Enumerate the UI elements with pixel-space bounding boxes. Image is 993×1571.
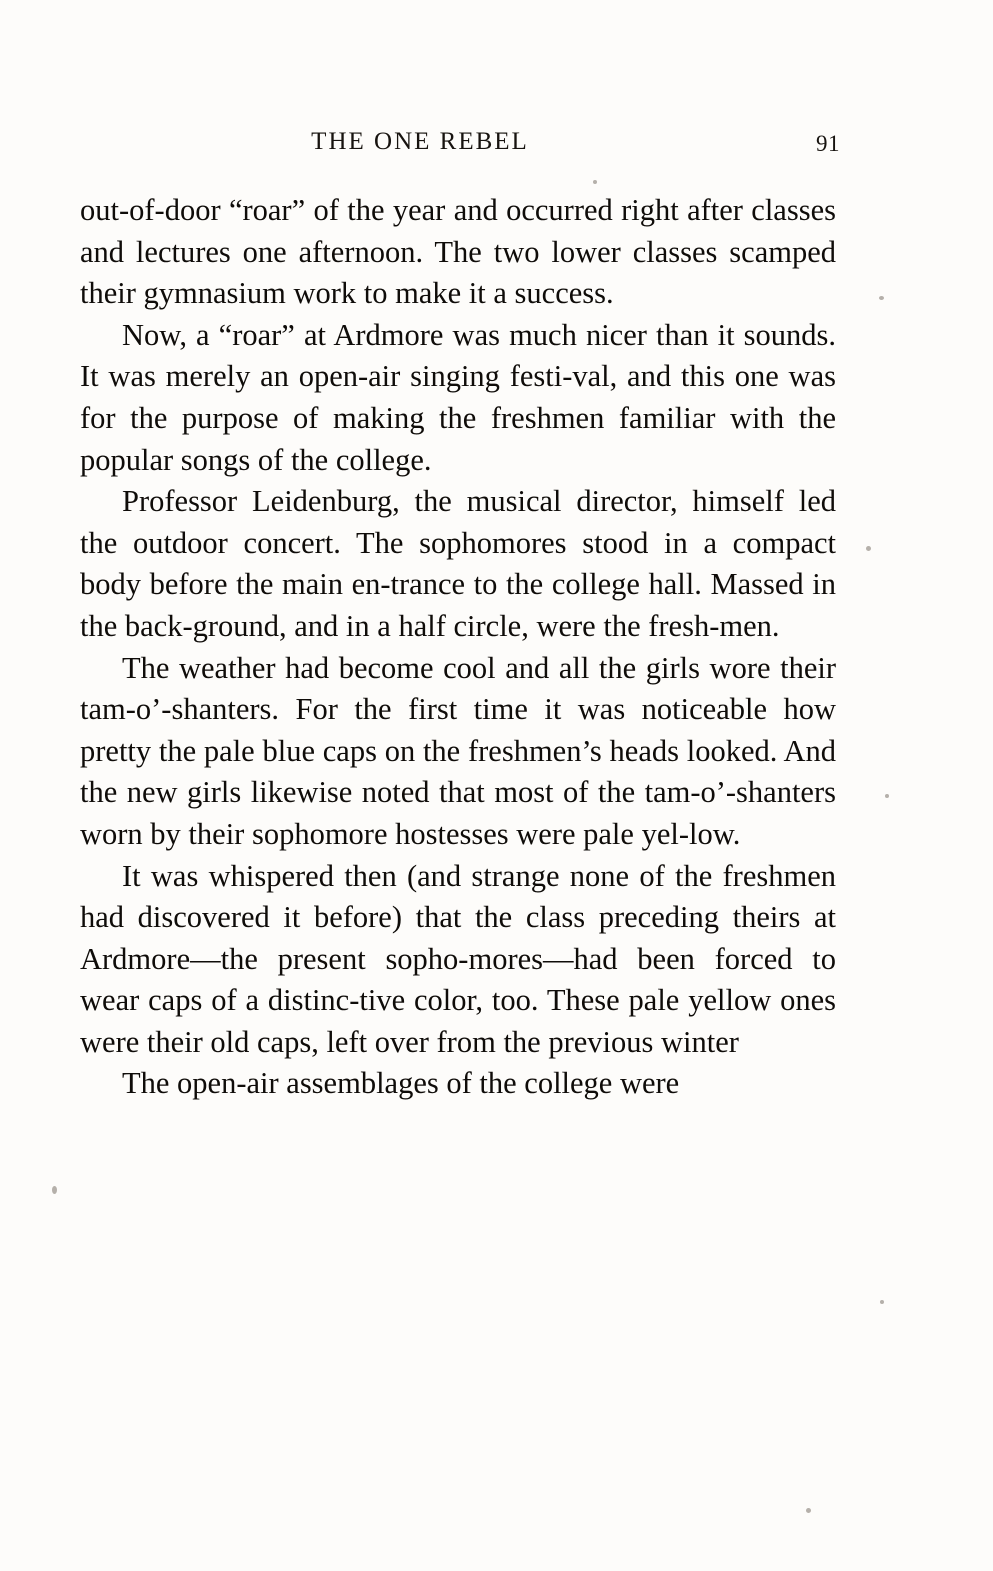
- paragraph: The weather had become cool and all the girls wore their tam-o’-shanters. For the first time it was noticeable how pretty the pale blue caps on the freshmen’s heads looked. And the new girls likewise noted that most of the tam-o’-shanters worn by their sophomore hostesses were pale yel-low.: [80, 650, 836, 851]
- paragraph: Now, a “roar” at Ardmore was much nicer than it sounds. It was merely an open-air singing festi-val, and this one was for the purpose of making the freshmen familiar with the popular songs of the college.: [80, 317, 836, 477]
- paragraph: It was whispered then (and strange none of the freshmen had discovered it before) that the class preceding theirs at Ardmore—the present sopho-mores—had been forced to wear caps of a distinc-tive color, too. These pale yellow ones were their old caps, left over from the previous winter: [80, 858, 836, 1059]
- paragraph: The open-air assemblages of the college were: [122, 1066, 680, 1101]
- page-header: [80, 128, 840, 168]
- print-speck: [885, 794, 889, 798]
- print-speck: [52, 1186, 57, 1194]
- print-speck: [880, 1300, 884, 1304]
- print-speck: [806, 1508, 811, 1513]
- running-title: THE ONE REBEL: [311, 128, 529, 155]
- print-speck: [593, 180, 597, 184]
- print-speck: [866, 546, 871, 551]
- print-speck: [879, 296, 884, 300]
- body-text: [80, 190, 836, 1105]
- page-number: 91: [816, 131, 840, 156]
- paragraph: out-of-door “roar” of the year and occurred right after classes and lectures one afternoon. The two lower classes scamped their gymnasium work to make it a success.: [80, 193, 836, 311]
- paragraph: Professor Leidenburg, the musical director, himself led the outdoor concert. The sophomores stood in a compact body before the main en-trance to the college hall. Massed in the back-ground, and in a half circle, were the fresh-men.: [80, 484, 836, 643]
